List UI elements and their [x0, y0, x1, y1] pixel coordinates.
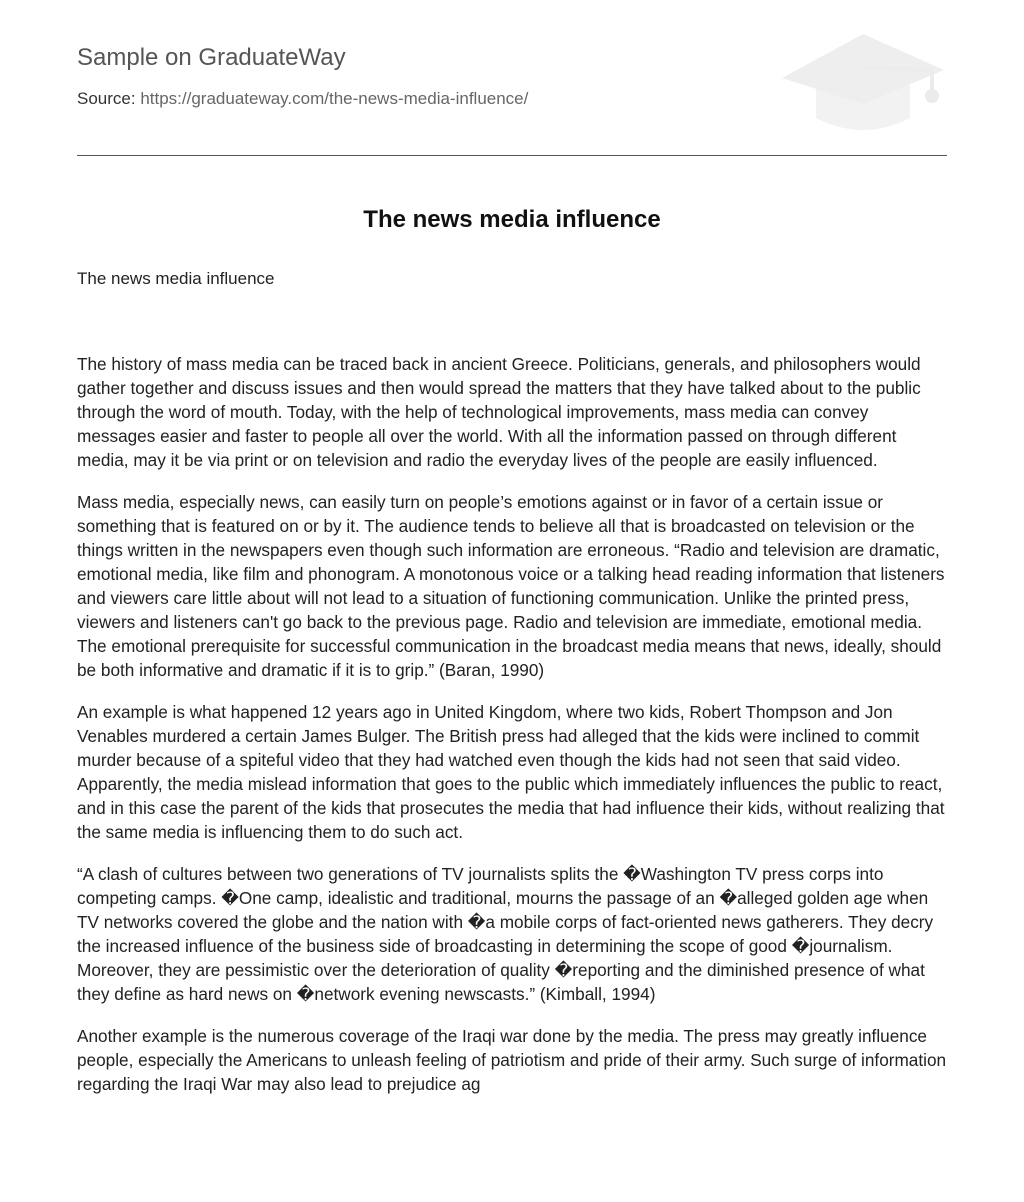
graduation-cap-icon: [780, 30, 946, 134]
page-header: [77, 0, 947, 156]
paragraph-1: The history of mass media can be traced back in ancient Greece. Politicians, generals, and philosophers would gather together and discuss issues and then would spread the matters that they have talked about to the public through the word of mouth. Today, with the help of technological improvements, mass media can convey messages easier and faster to people all over the world. With all the information passed on through different media, may it be via print or on television and radio the everyday lives of the people are easily influenced.: [77, 354, 921, 470]
source-line: [77, 89, 528, 109]
site-name: Sample on GraduateWay: [77, 44, 346, 71]
source-label: Source:: [77, 89, 141, 108]
paragraph-3: An example is what happened 12 years ago in United Kingdom, where two kids, Robert Thompson and Jon Venables murdered a certain James Bulger. The British press had alleged that the kids were inclined to commit murder because of a spiteful video that they had watched even though the kids had not seen that said video. Apparently, the media mislead information that goes to the public which immediately influences the public to react, and in this case the parent of the kids that prosecutes the media that had influence their kids, without realizing that the same media is influencing them to do such act.: [77, 702, 945, 842]
header-divider: [77, 155, 947, 156]
document-subtitle: The news media influence: [77, 269, 275, 288]
document-title: The news media influence: [363, 206, 661, 233]
paragraph-4: “A clash of cultures between two generations of TV journalists splits the �Washington TV press corps into competing camps. �One camp, idealistic and traditional, mourns the passage of an �alleged golden age when TV networks covered the globe and the nation with �a mobile corps of fact-oriented news gatherers. They decry the increased influence of the business side of broadcasting in determining the scope of good �journalism. Moreover, they are pessimistic over the deterioration of quality �reporting and the diminished presence of what they define as hard news on �network evening newscasts.” (Kimball, 1994): [77, 864, 934, 1004]
paragraph-5: Another example is the numerous coverage of the Iraqi war done by the media. The press may greatly influence people, especially the Americans to unleash feeling of patriotism and pride of their army. Such surge of information regarding the Iraqi War may also lead to prejudice ag: [77, 1026, 947, 1094]
source-link[interactable]: https://graduateway.com/the-news-media-influence/: [140, 89, 529, 108]
document-body: [77, 352, 949, 1114]
paragraph-2: Mass media, especially news, can easily turn on people’s emotions against or in favor of a certain issue or something that is featured on or by it. The audience tends to believe all that is broadcasted on television or the things written in the newspapers even though such information are erroneous. “Radio and television are dramatic, emotional media, like film and phonogram. A monotonous voice or a talking head reading information that listeners and viewers care little about will not lead to a situation of functioning communication. Unlike the printed press, viewers and listeners can't go back to the previous page. Radio and television are immediate, emotional media. The emotional prerequisite for successful communication in the broadcast media means that news, ideally, should be both informative and dramatic if it is to grip.” (Baran, 1990): [77, 492, 945, 680]
